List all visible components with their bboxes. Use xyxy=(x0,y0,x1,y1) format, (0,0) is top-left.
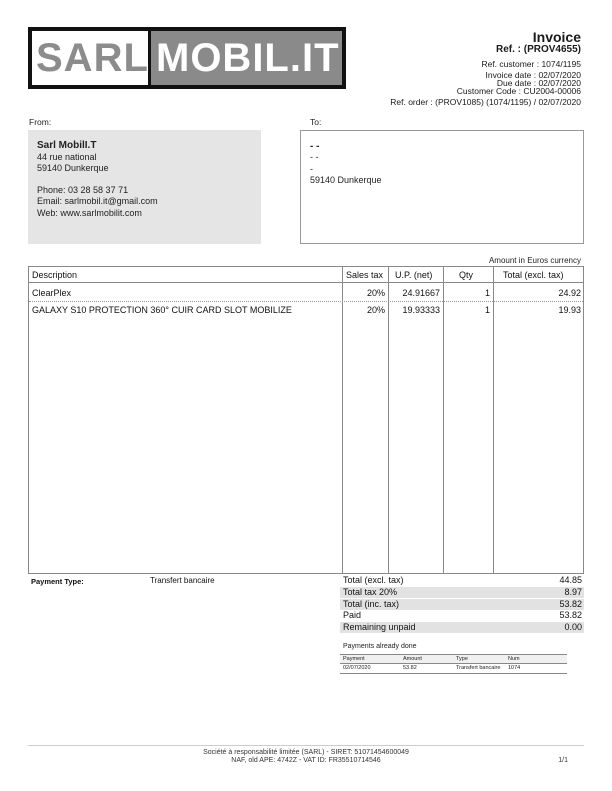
total-label: Remaining unpaid xyxy=(343,622,416,632)
payment-amount: 53.82 xyxy=(403,665,417,671)
total-excl-tax-row xyxy=(340,575,584,586)
sender-box xyxy=(28,130,261,244)
row-total: 19.93 xyxy=(558,305,581,315)
recipient-name: - - xyxy=(310,141,320,152)
payments-col-type: Type xyxy=(456,656,468,662)
payment-num: 1074 xyxy=(508,665,521,671)
total-value: 0.00 xyxy=(564,622,582,632)
customer-code: Customer Code : CU2004-00006 xyxy=(456,86,581,96)
row-description: ClearPlex xyxy=(32,288,72,298)
col-header-description: Description xyxy=(32,270,78,280)
total-value: 8.97 xyxy=(564,587,582,597)
sender-web: Web: www.sarlmobilit.com xyxy=(37,208,142,218)
row-qty: 1 xyxy=(484,288,490,298)
sender-name: Sarl MobilI.T xyxy=(37,140,97,151)
row-sales-tax: 20% xyxy=(366,288,385,298)
col-header-total: Total (excl. tax) xyxy=(503,270,564,280)
payments-done-table xyxy=(340,654,567,674)
footer-legal-2: NAF, old APE: 4742Z - VAT ID: FR35510714546 xyxy=(231,757,381,764)
footer-legal-1: Société à responsabilité limitée (SARL) - SIRET: 51071454600049 xyxy=(203,749,409,756)
currency-note: Amount in Euros currency xyxy=(488,256,581,265)
payment-type: Transfert bancaire xyxy=(456,665,501,671)
invoice-ref: Ref. : (PROV4655) xyxy=(495,44,581,55)
row-unit-price: 19.93333 xyxy=(402,305,440,315)
payment-type-label: Payment Type: xyxy=(31,577,84,586)
row-total: 24.92 xyxy=(558,288,581,298)
total-value: 53.82 xyxy=(559,610,582,620)
sender-address-1: 44 rue national xyxy=(37,152,97,162)
col-header-qty: Qty xyxy=(459,270,474,280)
payments-col-payment: Payment xyxy=(343,656,365,662)
total-value: 53.82 xyxy=(559,599,582,609)
total-label: Total tax 20% xyxy=(343,587,398,597)
row-qty: 1 xyxy=(484,305,490,315)
recipient-line-1: - - xyxy=(310,152,319,162)
payment-row xyxy=(340,664,567,674)
total-value: 44.85 xyxy=(559,575,582,585)
to-label: To: xyxy=(310,117,322,127)
row-description: GALAXY S10 PROTECTION 360° CUIR CARD SLOT MOBILIZE xyxy=(32,305,292,315)
paid-row xyxy=(340,610,584,621)
company-logo xyxy=(28,27,346,89)
total-label: Paid xyxy=(343,610,362,620)
from-label: From: xyxy=(29,117,52,127)
recipient-line-2: - xyxy=(310,164,313,174)
col-header-unit-price: U.P. (net) xyxy=(395,270,433,280)
total-inc-tax-row xyxy=(340,599,584,610)
total-label: Total (inc. tax) xyxy=(343,599,400,609)
payments-col-num: Num xyxy=(508,656,520,662)
payments-header-row xyxy=(340,654,567,664)
payment-type-value: Transfert bancaire xyxy=(150,576,215,585)
logo-text-sarl: SARL xyxy=(36,36,149,80)
row-sales-tax: 20% xyxy=(366,305,385,315)
invoice-date: Invoice date : 02/07/2020 xyxy=(485,70,581,80)
total-tax-row xyxy=(340,587,584,598)
invoice-lines-table xyxy=(28,266,584,574)
sender-address-2: 59140 Dunkerque xyxy=(37,163,109,173)
recipient-line-3: 59140 Dunkerque xyxy=(310,175,382,185)
payment-date: 02/07/2020 xyxy=(343,665,371,671)
col-header-sales-tax: Sales tax xyxy=(346,270,384,280)
payments-col-amount: Amount xyxy=(403,656,422,662)
row-unit-price: 24.91667 xyxy=(402,288,440,298)
logo-text-mobilit: MOBIL.IT xyxy=(156,36,340,80)
sender-phone: Phone: 03 28 58 37 71 xyxy=(37,185,129,195)
total-label: Total (excl. tax) xyxy=(343,575,404,585)
payments-done-title: Payments already done xyxy=(343,643,417,650)
recipient-box xyxy=(300,130,584,244)
remaining-unpaid-row xyxy=(340,622,584,633)
ref-customer: Ref. customer : 1074/1195 xyxy=(481,59,581,69)
invoice-title: Invoice xyxy=(532,29,581,45)
ref-order: Ref. order : (PROV1085) (1074/1195) / 02/07/2020 xyxy=(390,97,581,107)
sender-email: Email: sarlmobil.it@gmail.com xyxy=(37,196,158,206)
page-number: 1/1 xyxy=(558,757,568,764)
due-date: Due date : 02/07/2020 xyxy=(496,78,581,88)
footer-divider xyxy=(28,745,584,746)
